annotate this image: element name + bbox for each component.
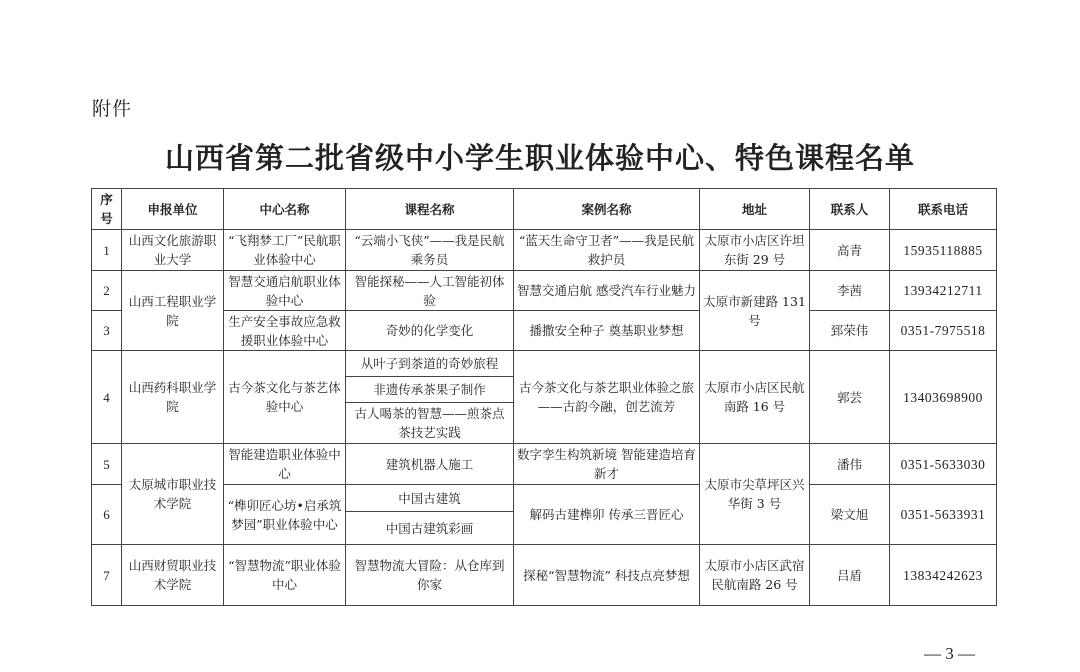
course-cell: 建筑机器人施工 (346, 444, 514, 485)
center-cell: 古今茶文化与茶艺体验中心 (224, 351, 346, 444)
address-cell: 太原市新建路 131 号 (700, 271, 810, 351)
course-cell: 智慧物流大冒险：从仓库到你家 (346, 545, 514, 606)
unit-cell: 山西药科职业学院 (122, 351, 224, 444)
phone-cell: 0351-5633931 (890, 485, 997, 545)
phone-cell: 13934212711 (890, 271, 997, 311)
header-center: 中心名称 (224, 189, 346, 230)
attachment-label: 附件 (92, 98, 133, 120)
course-cell: 从叶子到茶道的奇妙旅程 (346, 351, 514, 377)
contact-cell: 高青 (810, 230, 890, 271)
header-phone: 联系电话 (890, 189, 997, 230)
header-unit: 申报单位 (122, 189, 224, 230)
center-cell: “智慧物流”职业体验中心 (224, 545, 346, 606)
address-cell: 太原市尖草坪区兴华街 3 号 (700, 444, 810, 545)
case-cell: 播撒安全种子 奠基职业梦想 (514, 311, 700, 351)
contact-cell: 潘伟 (810, 444, 890, 485)
case-cell: 智慧交通启航 感受汽车行业魅力 (514, 271, 700, 311)
case-cell: 探秘“智慧物流” 科技点亮梦想 (514, 545, 700, 606)
contact-cell: 吕盾 (810, 545, 890, 606)
course-cell: 奇妙的化学变化 (346, 311, 514, 351)
row-number: 1 (92, 230, 122, 271)
case-cell: 古今茶文化与茶艺职业体验之旅——古韵今融，创艺流芳 (514, 351, 700, 444)
row-number: 6 (92, 485, 122, 545)
unit-cell: 山西文化旅游职业大学 (122, 230, 224, 271)
table-row (92, 351, 997, 377)
table-header-row (92, 189, 997, 230)
row-number: 3 (92, 311, 122, 351)
center-cell: “飞翔梦工厂”民航职业体验中心 (224, 230, 346, 271)
course-cell: 非遗传承茶果子制作 (346, 377, 514, 403)
address-cell: 太原市小店区武宿民航南路 26 号 (700, 545, 810, 606)
row-number: 4 (92, 351, 122, 444)
row-number: 2 (92, 271, 122, 311)
course-cell: 中国古建筑彩画 (346, 512, 514, 545)
table-row (92, 271, 997, 311)
contact-cell: 郭芸 (810, 351, 890, 444)
address-cell: 太原市小店区许坦东街 29 号 (700, 230, 810, 271)
center-list-table (91, 188, 997, 606)
case-cell: 数字孪生构筑新境 智能建造培育新才 (514, 444, 700, 485)
course-cell: 中国古建筑 (346, 485, 514, 512)
header-case: 案例名称 (514, 189, 700, 230)
address-cell: 太原市小店区民航南路 16 号 (700, 351, 810, 444)
row-number: 7 (92, 545, 122, 606)
phone-cell: 13834242623 (890, 545, 997, 606)
center-cell: 智慧交通启航职业体验中心 (224, 271, 346, 311)
contact-cell: 梁文旭 (810, 485, 890, 545)
center-cell: 生产安全事故应急救援职业体验中心 (224, 311, 346, 351)
page-number: — 3 — (924, 644, 975, 663)
course-cell: 古人喝茶的智慧——煎茶点茶技艺实践 (346, 403, 514, 444)
header-address: 地址 (700, 189, 810, 230)
contact-cell: 郅荣伟 (810, 311, 890, 351)
header-no: 序号 (92, 189, 122, 230)
document-title: 山西省第二批省级中小学生职业体验中心、特色课程名单 (164, 141, 915, 175)
table-row (92, 311, 997, 351)
phone-cell: 15935118885 (890, 230, 997, 271)
table-row (92, 485, 997, 512)
table-row (92, 444, 997, 485)
course-cell: 智能探秘——人工智能初体验 (346, 271, 514, 311)
center-cell: 智能建造职业体验中心 (224, 444, 346, 485)
phone-cell: 0351-7975518 (890, 311, 997, 351)
unit-cell: 太原城市职业技术学院 (122, 444, 224, 545)
contact-cell: 李茜 (810, 271, 890, 311)
phone-cell: 0351-5633030 (890, 444, 997, 485)
case-cell: “蓝天生命守卫者”——我是民航救护员 (514, 230, 700, 271)
header-contact: 联系人 (810, 189, 890, 230)
case-cell: 解码古建榫卯 传承三晋匠心 (514, 485, 700, 545)
unit-cell: 山西财贸职业技术学院 (122, 545, 224, 606)
phone-cell: 13403698900 (890, 351, 997, 444)
row-number: 5 (92, 444, 122, 485)
course-cell: “云端小飞侠”——我是民航乘务员 (346, 230, 514, 271)
table-row (92, 230, 997, 271)
center-cell: “榫卯匠心坊•启承筑梦园”职业体验中心 (224, 485, 346, 545)
unit-cell: 山西工程职业学院 (122, 271, 224, 351)
header-course: 课程名称 (346, 189, 514, 230)
table-row (92, 545, 997, 606)
